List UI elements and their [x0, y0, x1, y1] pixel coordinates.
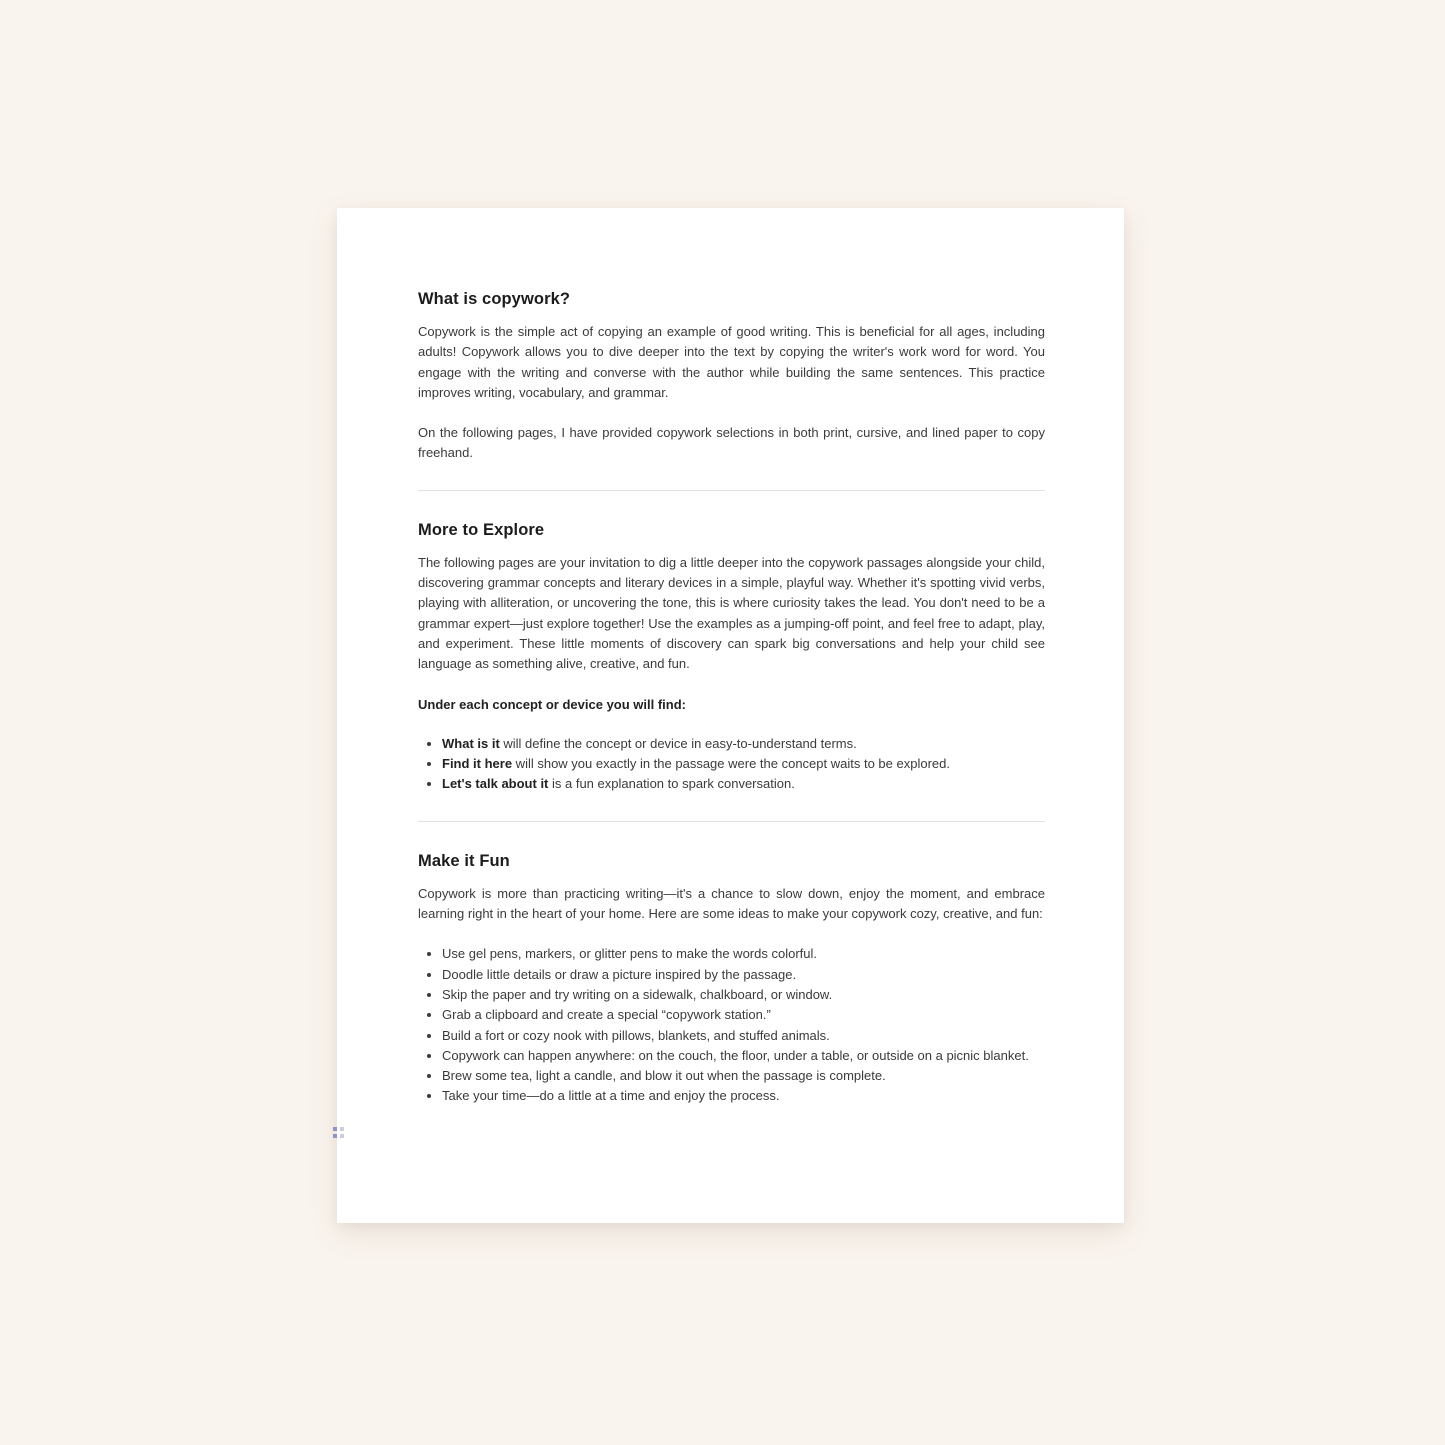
list-item [442, 944, 1045, 964]
bullet-text: Brew some tea, light a candle, and blow it out when the passage is complete. [442, 1068, 886, 1084]
bullet-text: Build a fort or cozy nook with pillows, blankets, and stuffed animals. [442, 1027, 830, 1043]
list-item [442, 965, 1045, 985]
section-what-is-copywork [418, 289, 1045, 464]
bullet-text: Doodle little details or draw a picture inspired by the passage. [442, 966, 797, 982]
paragraph: Copywork is more than practicing writing—it's a chance to slow down, enjoy the moment, and embrace learning right in the heart of your home. Here are some ideas to make your copywork cozy, creative, and fun: [418, 885, 1045, 922]
bullet-lead-in: What is it [442, 735, 500, 751]
list-item [442, 1066, 1045, 1086]
bullet-lead-in: Find it here [442, 756, 513, 772]
list-item [442, 1086, 1045, 1106]
page-edge-artifact [333, 1127, 347, 1140]
list-item [442, 754, 1045, 774]
bullet-lead-in: Let's talk about it [442, 776, 549, 792]
concept-bullet-list [418, 734, 1045, 795]
document-page [337, 208, 1124, 1223]
bullet-text: is a fun explanation to spark conversation. [548, 776, 795, 792]
section-heading: Make it Fun [418, 851, 510, 870]
paragraph: On the following pages, I have provided copywork selections in both print, cursive, and lined paper to copy freehand. [418, 425, 1045, 461]
section-heading: What is copywork? [418, 290, 571, 308]
bullet-text: Skip the paper and try writing on a sidewalk, chalkboard, or window. [442, 986, 833, 1002]
section-more-to-explore [418, 520, 1045, 795]
paragraph: Copywork is the simple act of copying an example of good writing. This is beneficial for all ages, including adults! Copywork allows you to dive deeper into the text by copying the writer's work word for word. You engage with the writing and converse with the author while building the same sentences. This practice improves writing, vocabulary, and grammar. [418, 324, 1045, 400]
section-divider [418, 490, 1045, 491]
bullet-text: will define the concept or device in easy-to-understand terms. [499, 735, 857, 751]
section-heading: More to Explore [418, 520, 545, 539]
list-item [442, 985, 1045, 1005]
bold-subheading: Under each concept or device you will find: [418, 696, 686, 712]
bullet-text: Copywork can happen anywhere: on the couch, the floor, under a table, or outside on a picnic blanket. [442, 1047, 1029, 1063]
bullet-text: Take your time—do a little at a time and enjoy the process. [442, 1088, 780, 1104]
section-divider [418, 821, 1045, 822]
paragraph: The following pages are your invitation to dig a little deeper into the copywork passages alongside your child, discovering grammar concepts and literary devices in a simple, playful way. Whether it's spotting vivid verbs, playing with alliteration, or uncovering the tone, this is where curiosity takes the lead. You don't need to be a grammar expert—just explore together! Use the examples as a jumping-off point, and feel free to adapt, play, and experiment. These little moments of discovery can spark big conversations and help your child see language as something alive, creative, and fun. [418, 554, 1045, 672]
list-item [442, 734, 1045, 754]
bullet-text: will show you exactly in the passage were the concept waits to be explored. [512, 756, 950, 772]
ideas-bullet-list [418, 944, 1045, 1106]
list-item [442, 1046, 1045, 1066]
bullet-text: Use gel pens, markers, or glitter pens to make the words colorful. [442, 946, 817, 962]
section-make-it-fun [418, 851, 1045, 1107]
list-item [442, 1005, 1045, 1025]
list-item [442, 1026, 1045, 1046]
list-item [442, 774, 1045, 794]
bullet-text: Grab a clipboard and create a special “copywork station.” [442, 1007, 771, 1023]
